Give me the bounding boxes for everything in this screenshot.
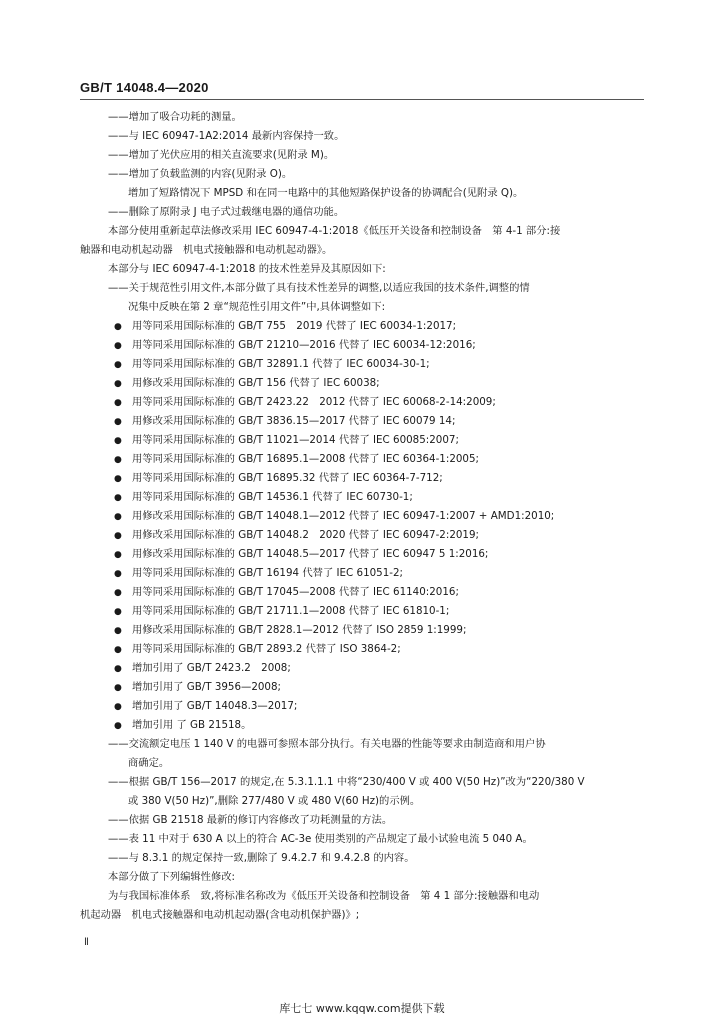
text-line: ——增加了光伏应用的相关直流要求(见附录 M)。 (108, 149, 335, 161)
text-line: ——表 11 中对于 630 A 以上的符合 AC-3e 使用类别的产品规定了最小试验电流 5 040 A。 (108, 833, 533, 845)
text-line: 商确定。 (128, 757, 170, 769)
text-line: 本部分与 IEC 60947-4-1:2018 的技术性差异及其原因如下: (108, 263, 386, 275)
text-line: ——增加了吸合功耗的测量。 (108, 111, 242, 123)
text-line: 本部分使用重新起草法修改采用 IEC 60947-4-1:2018《低压开关设备和控制设备 第 4-1 部分:接 (108, 225, 561, 237)
bullet-item: ● 用等同采用国际标准的 GB/T 21210—2016 代替了 IEC 60034-12:2016; (80, 336, 645, 355)
bullet-item: ● 用等同采用国际标准的 GB/T 16895.32 代替了 IEC 60364-7-712; (80, 469, 645, 488)
bullet-item: ● 增加引用了 GB/T 14048.3—2017; (80, 697, 645, 716)
bullet-item: ● 用等同采用国际标准的 GB/T 21711.1—2008 代替了 IEC 61810-1; (80, 602, 645, 621)
bullet-item: ● 增加引用 了 GB 21518。 (80, 716, 645, 735)
text-line: ——交流额定电压 1 140 V 的电器可参照本部分执行。有关电器的性能等要求由制造商和用户协 (108, 738, 546, 750)
bullet-item: ● 用等同采用国际标准的 GB/T 16895.1—2008 代替了 IEC 60364-1:2005; (80, 450, 645, 469)
bullet-item: ● 用等同采用国际标准的 GB/T 16194 代替了 IEC 61051-2; (80, 564, 645, 583)
bullet-item: ● 用修改采用国际标准的 GB/T 14048.1—2012 代替了 IEC 60947-1:2007 + AMD1:2010; (80, 507, 645, 526)
download-footer: 库七七 www.kqqw.com提供下载 (279, 1002, 445, 1015)
bullet-item: ● 用等同采用国际标准的 GB/T 32891.1 代替了 IEC 60034-30-1; (80, 355, 645, 374)
text-line: 增加了短路情况下 MPSD 和在同一电路中的其他短路保护设备的协调配合(见附录 Q)。 (128, 187, 524, 199)
bullet-item: ● 用等同采用国际标准的 GB/T 14536.1 代替了 IEC 60730-1; (80, 488, 645, 507)
bullet-item: ● 用等同采用国际标准的 GB/T 11021—2014 代替了 IEC 60085:2007; (80, 431, 645, 450)
bullet-item: ● 用修改采用国际标准的 GB/T 14048.5—2017 代替了 IEC 60947 5 1:2016; (80, 545, 645, 564)
page-body (80, 108, 645, 925)
text-line: 为与我国标准体系 致,将标准名称改为《低压开关设备和控制设备 第 4 1 部分:接触器和电动 (108, 890, 540, 902)
bullet-item: ● 用等同采用国际标准的 GB/T 2423.22 2012 代替了 IEC 60068-2-14:2009; (80, 393, 645, 412)
text-line: ——根据 GB/T 156—2017 的规定,在 5.3.1.1.1 中将“230/400 V 或 400 V(50 Hz)”改为“220/380 V (108, 776, 585, 788)
bullet-item: ● 用修改采用国际标准的 GB/T 3836.15—2017 代替了 IEC 60079 14; (80, 412, 645, 431)
text-line: 触器和电动机起动器 机电式接触器和电动机起动器》。 (80, 244, 333, 256)
bullet-item: ● 用等同采用国际标准的 GB/T 17045—2008 代替了 IEC 61140:2016; (80, 583, 645, 602)
bullet-item: ● 用等同采用国际标准的 GB/T 2893.2 代替了 ISO 3864-2; (80, 640, 645, 659)
bullet-item: ● 增加引用了 GB/T 2423.2 2008; (80, 659, 645, 678)
text-line: ——与 8.3.1 的规定保持一致,删除了 9.4.2.7 和 9.4.2.8 的内容。 (108, 852, 415, 864)
text-line: ——增加了负载监测的内容(见附录 O)。 (108, 168, 293, 180)
bullet-item: ● 增加引用了 GB/T 3956—2008; (80, 678, 645, 697)
page-number: Ⅱ (84, 937, 89, 948)
text-line: 况集中反映在第 2 章“规范性引用文件”中,具体调整如下: (128, 301, 386, 313)
bullet-item: ● 用等同采用国际标准的 GB/T 755 2019 代替了 IEC 60034-1:2017; (80, 317, 645, 336)
text-line: ——与 IEC 60947-1A2:2014 最新内容保持一致。 (108, 130, 345, 142)
text-line: ——关于规范性引用文件,本部分做了具有技术性差异的调整,以适应我国的技术条件,调整的情 (108, 282, 530, 294)
text-line: ——删除了原附录 J 电子式过载继电器的通信功能。 (108, 206, 345, 218)
text-line: 或 380 V(50 Hz)”,删除 277/480 V 或 480 V(60 Hz)的示例。 (128, 795, 421, 807)
text-line: 机起动器 机电式接触器和电动机起动器(含电动机保护器)》; (80, 909, 360, 921)
bullet-item: ● 用修改采用国际标准的 GB/T 156 代替了 IEC 60038; (80, 374, 645, 393)
text-line: ——依据 GB 21518 最新的修订内容修改了功耗测量的方法。 (108, 814, 393, 826)
bullet-item: ● 用修改采用国际标准的 GB/T 2828.1—2012 代替了 ISO 2859 1:1999; (80, 621, 645, 640)
standard-code-header: GB/T 14048.4—2020 (80, 80, 209, 95)
header-rule (80, 99, 644, 100)
text-line: 本部分做了下列编辑性修改: (108, 871, 236, 883)
bullet-item: ● 用修改采用国际标准的 GB/T 14048.2 2020 代替了 IEC 60947-2:2019; (80, 526, 645, 545)
